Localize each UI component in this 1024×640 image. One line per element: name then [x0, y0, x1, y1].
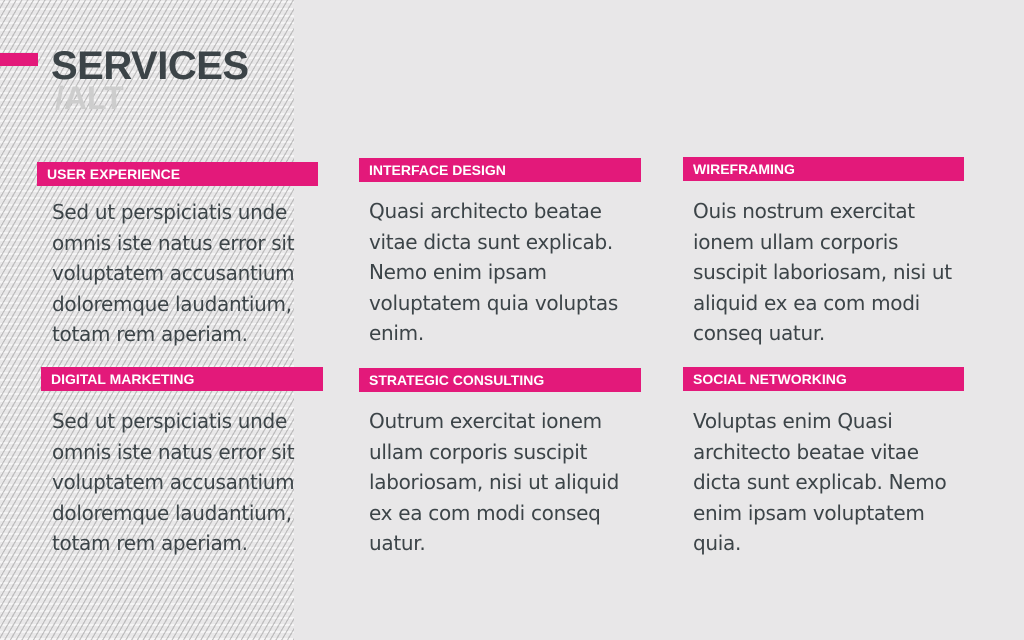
- service-label-social-networking: SOCIAL NETWORKING: [683, 367, 964, 391]
- page-subtitle: /ALT: [55, 80, 124, 116]
- service-text-digital-marketing: Sed ut perspiciatis unde omnis iste natus error sit voluptatem accusantium doloremque laudantium, totam rem aperiam.: [52, 409, 295, 555]
- service-label-strategic-consulting: STRATEGIC CONSULTING: [359, 368, 641, 392]
- service-text-strategic-consulting: Outrum exercitat ionem ullam corporis suscipit laboriosam, nisi ut aliquid ex ea com modi conseq uatur.: [369, 409, 619, 555]
- title-accent-bar: [0, 53, 38, 66]
- service-label-user-experience: USER EXPERIENCE: [37, 162, 318, 186]
- page-title: SERVICES: [51, 44, 249, 88]
- service-text-interface-design: Quasi architecto beatae vitae dicta sunt explicab. Nemo enim ipsam voluptatem quia voluptas enim.: [369, 199, 618, 345]
- service-text-social-networking: Voluptas enim Quasi architecto beatae vitae dicta sunt explicab. Nemo enim ipsam voluptatem quia.: [693, 409, 947, 555]
- service-text-wireframing: Ouis nostrum exercitat ionem ullam corporis suscipit laboriosam, nisi ut aliquid ex ea com modi conseq uatur.: [693, 199, 952, 345]
- service-text-user-experience: Sed ut perspiciatis unde omnis iste natus error sit voluptatem accusantium doloremque laudantium, totam rem aperiam.: [52, 200, 295, 346]
- service-label-digital-marketing: DIGITAL MARKETING: [41, 367, 323, 391]
- service-label-wireframing: WIREFRAMING: [683, 157, 964, 181]
- service-label-interface-design: INTERFACE DESIGN: [359, 158, 641, 182]
